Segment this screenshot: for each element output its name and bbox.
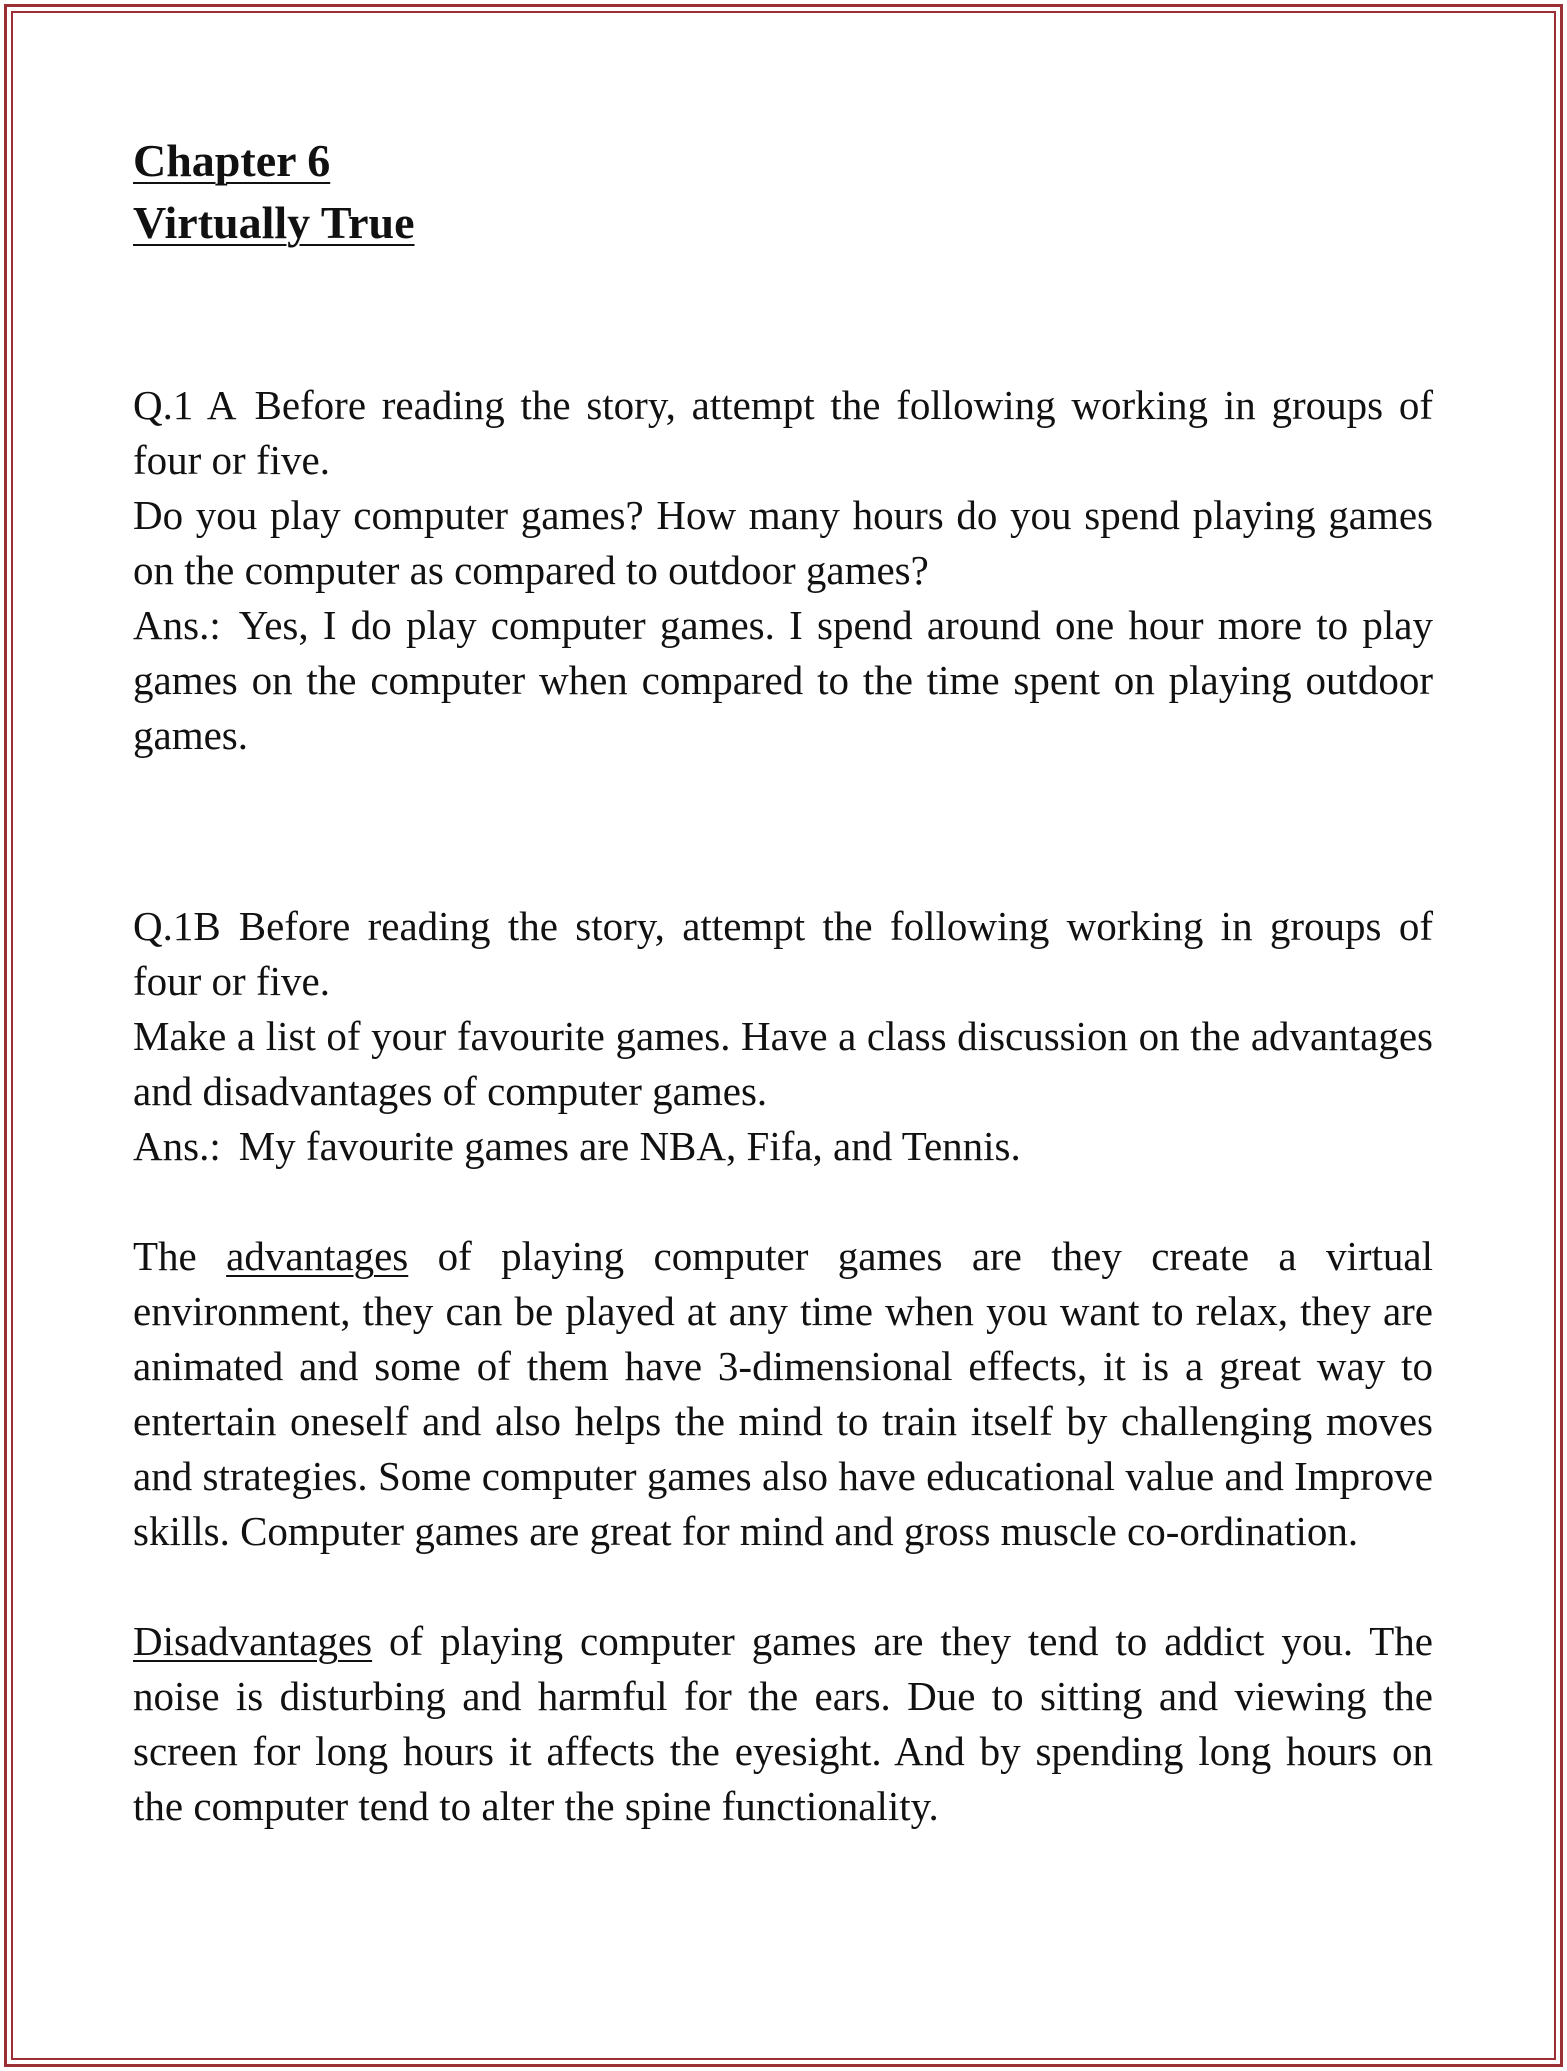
question-1b-label: Q.1B	[133, 903, 221, 949]
question-1a-label: Q.1 A	[133, 382, 237, 428]
chapter-heading	[133, 130, 1433, 254]
question-1a-question: Do you play computer games? How many hours do you spend playing games on the computer as compared to outdoor games?	[133, 492, 1433, 593]
answer-text: My favourite games are NBA, Fifa, and Tennis.	[238, 1123, 1021, 1169]
disadvantages-paragraph	[133, 1614, 1433, 1834]
question-1b-prompt	[133, 899, 1433, 1009]
answer-text: Yes, I do play computer games. I spend around one hour more to play games on the computer when compared to the time spent on playing outdoor games.	[133, 602, 1433, 758]
question-1a-section	[133, 378, 1433, 763]
disadvantages-text: of playing computer games are they tend to addict you. The noise is disturbing and harmful for the ears. Due to sitting and viewing the screen for long hours it affects the eyesight. And by spending long hours on the computer tend to alter the spine functionality.	[133, 1618, 1433, 1829]
question-1b-answer	[133, 1119, 1433, 1174]
disadvantages-term: Disadvantages	[133, 1618, 373, 1664]
question-1a-prompt-text: Before reading the story, attempt the following working in groups of four or five.	[133, 382, 1433, 483]
question-1a-prompt	[133, 378, 1433, 488]
question-1b-section	[133, 899, 1433, 1834]
advantages-text: of playing computer games are they create a virtual environment, they can be played at any time when you want to relax, they are animated and some of them have 3-dimensional effects, it is a great way to entertain oneself and also helps the mind to train itself by challenging moves and strategies. Some computer games also have educational value and Improve skills. Computer games are great for mind and gross muscle co-ordination.	[133, 1233, 1434, 1554]
advantages-term: advantages	[226, 1233, 409, 1279]
answer-label: Ans.:	[133, 1123, 221, 1169]
advantages-lead: The	[133, 1233, 197, 1279]
question-1b-question: Make a list of your favourite games. Have a class discussion on the advantages and disadvantages of computer games.	[133, 1013, 1433, 1114]
question-1a-answer	[133, 598, 1433, 763]
question-1b-prompt-text: Before reading the story, attempt the following working in groups of four or five.	[133, 903, 1433, 1004]
advantages-paragraph	[133, 1229, 1433, 1559]
chapter-title: Virtually True	[133, 197, 415, 248]
answer-label: Ans.:	[133, 602, 221, 648]
document-body	[133, 130, 1433, 1834]
chapter-number: Chapter 6	[133, 135, 331, 186]
